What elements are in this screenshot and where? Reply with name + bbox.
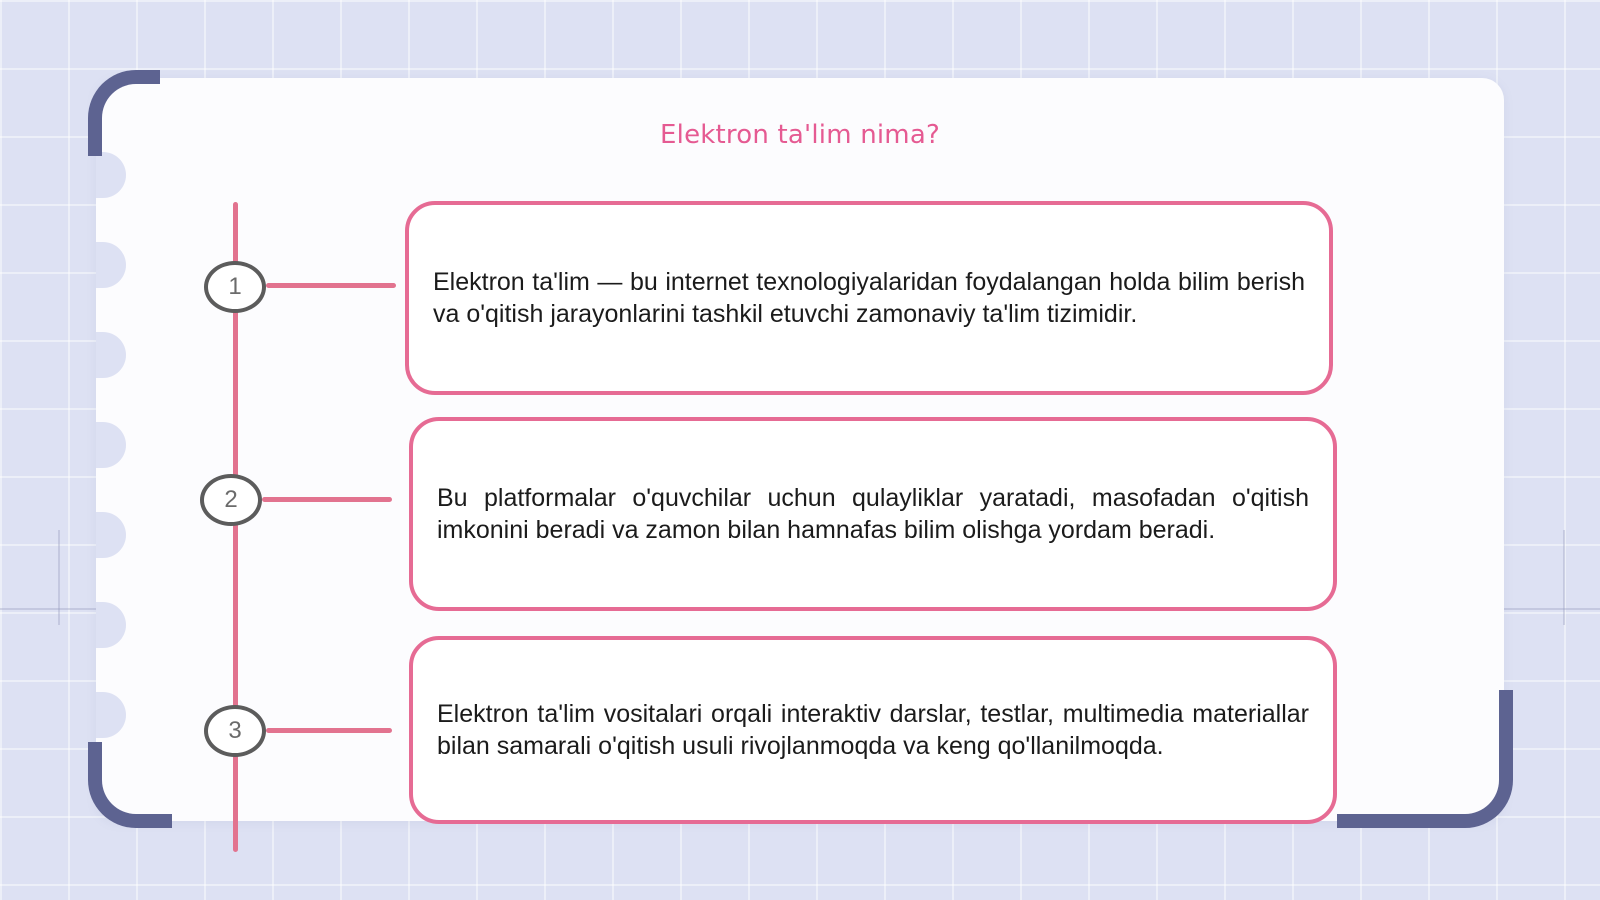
info-text-2: Bu platformalar o'quvchilar uchun qulayliklar yaratadi, masofadan o'qitish imkonini beradi va zamon bilan hamnafas bilim olishga yordam beradi. — [437, 484, 1309, 544]
info-text-1: Elektron ta'lim — bu internet texnologiyalaridan foydalangan holda bilim berish va o'qitish jarayonlarini tashkil etuvchi zamonaviy ta'lim tizimidir. — [433, 268, 1305, 328]
info-box-3 — [409, 636, 1337, 824]
page-title: Elektron ta'lim nima? — [660, 120, 940, 150]
step-number-1: 1 — [204, 261, 266, 313]
info-text-3: Elektron ta'lim vositalari orqali interaktiv darslar, testlar, multimedia materiallar bilan samarali o'qitish usuli rivojlanmoqda va keng qo'llanilmoqda. — [437, 700, 1309, 760]
timeline-connector-1 — [266, 283, 396, 288]
background-cross-left-vertical — [58, 530, 60, 625]
corner-bracket-bottom-right — [1337, 690, 1513, 828]
info-box-1 — [405, 201, 1333, 395]
timeline-connector-3 — [266, 728, 392, 733]
info-box-2 — [409, 417, 1337, 611]
background-cross-left-horizontal — [0, 608, 96, 610]
corner-bracket-bottom-left — [88, 742, 172, 828]
step-number-3: 3 — [204, 705, 266, 757]
background-cross-right-horizontal — [1504, 608, 1600, 610]
timeline-connector-2 — [262, 497, 392, 502]
step-number-2: 2 — [200, 474, 262, 526]
background-cross-right-vertical — [1563, 530, 1565, 625]
